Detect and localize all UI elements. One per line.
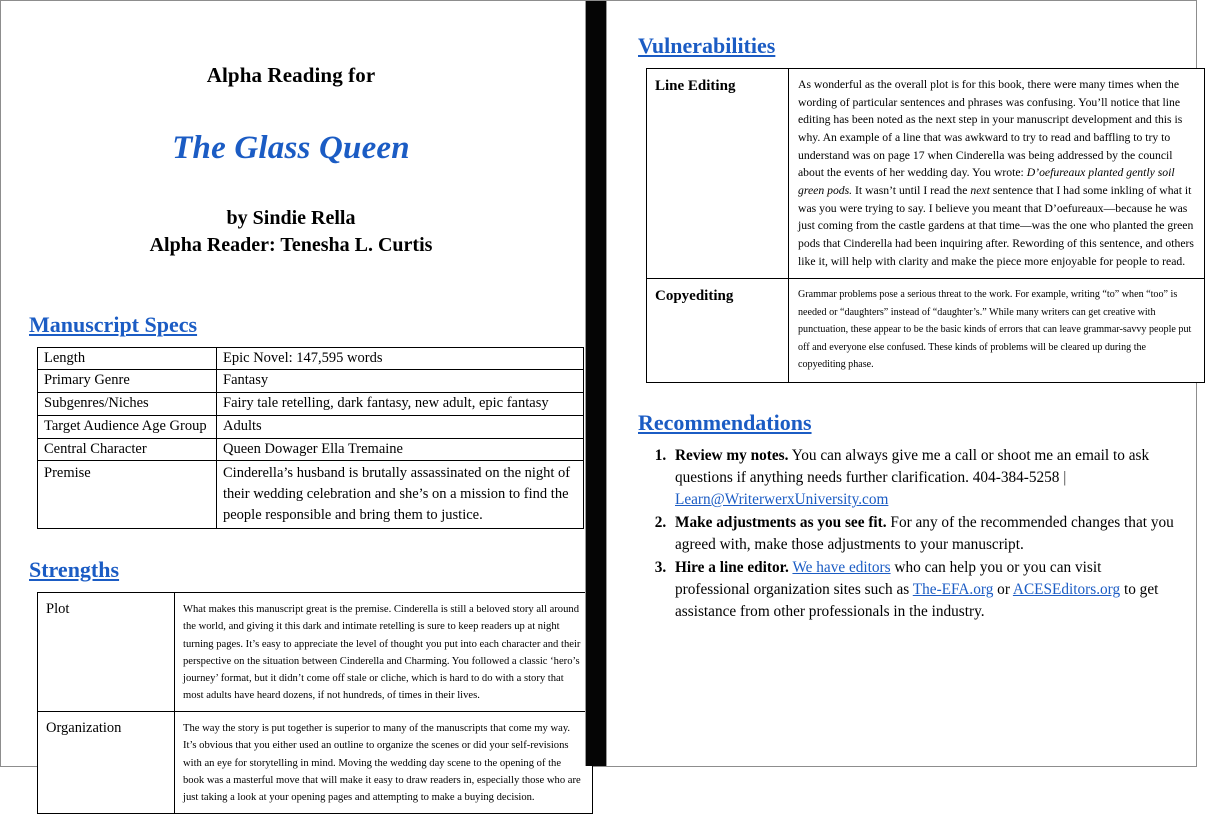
vulnerabilities-heading: Vulnerabilities [638, 33, 776, 58]
document-sheet-left [1, 1, 581, 803]
recommendation-lead: Review my notes. [675, 447, 789, 465]
vulnerability-value: Grammar problems pose a serious threat to the work. For example, writing “to” when “too” is needed or “daughters” instead of “daughter’s.” While many writers can get creative with punctuation, these appear to be the basic kinds of errors that can leave grammar-savvy people put off and everyone else confused. These kinds of problems will be cleared up during the copyediting phase. [789, 279, 1205, 383]
recommendations-heading-wrap [608, 383, 1196, 436]
page-gutter-divider [585, 1, 607, 766]
line-editing-text-part3: sentence that I had some inkling of what it was you were trying to say. I believe you meant that D’oefureaux—because he was just coming from the castle gardens at that time—was the one who planted the green pods that Cinderella had been inquiring after. Rewording of this sentence, and others like it, will help with clarity and make the piece more enjoyable for people to read. [798, 183, 1194, 268]
line-editing-text-part2: It wasn’t until I read the [852, 183, 971, 197]
recommendation-phone: 404-384-5258 [972, 469, 1060, 487]
table-row [38, 712, 593, 814]
line-editing-text-part1: As wonderful as the overall plot is for this book, there were many times when the wording of particular sentences and phrases was confusing. You’ll notice that line editing has been noted as the next step in your manuscript development and this is why. An example of a line that was awkward to try to read and baffling to try to understand was on page 17 when Cinderella was being addressed by the council about the events of her wedding day. You wrote: [798, 78, 1183, 180]
alpha-reading-for-heading: Alpha Reading for [206, 63, 376, 87]
line-editing-emphasis: next [970, 183, 990, 197]
spec-value: Epic Novel: 147,595 words [217, 347, 584, 370]
vulnerabilities-table [646, 68, 1205, 383]
vulnerability-value [789, 69, 1205, 279]
table-row [38, 593, 593, 712]
recommendation-lead: Make adjustments as you see fit. [675, 514, 887, 532]
aces-editors-link[interactable]: ACESEditors.org [1012, 581, 1121, 599]
strength-key: Plot [38, 593, 175, 712]
byline-block [1, 167, 581, 260]
list-item [670, 445, 1174, 511]
efa-org-link[interactable]: The-EFA.org [912, 581, 994, 599]
recommendation-text: You can always give me a call or shoot me an email to ask questions if anything needs further clarification. [675, 447, 1150, 487]
strengths-heading-wrap [1, 529, 581, 583]
table-row [38, 415, 584, 438]
spec-key: Primary Genre [38, 370, 217, 393]
recommendation-text: For any of the recommended changes that you agreed with, make those adjustments to your manuscript. [675, 514, 1174, 554]
table-row [647, 279, 1205, 383]
recommendation-lead: Hire a line editor. [675, 559, 789, 577]
recommendations-heading: Recommendations [638, 410, 812, 436]
spec-value: Fantasy [217, 370, 584, 393]
recommendation-text: or [993, 581, 1013, 599]
spec-key: Length [38, 347, 217, 370]
recommendation-text: to get assistance from other professionals in the industry. [675, 581, 1159, 621]
spec-key: Subgenres/Niches [38, 393, 217, 416]
spec-value: Adults [217, 415, 584, 438]
vulnerabilities-heading-wrap [608, 1, 1196, 59]
document-sheet-right [608, 1, 1196, 766]
table-row [38, 347, 584, 370]
spec-key: Premise [38, 461, 217, 529]
email-link[interactable]: Learn@WriterwerxUniversity.com [675, 491, 889, 509]
table-row [38, 393, 584, 416]
vulnerability-key: Line Editing [647, 69, 789, 279]
strength-value: The way the story is put together is superior to many of the manuscripts that come my way. It’s obvious that you either used an outline to organize the scenes or did your self-revisions with an eye for storytelling in mind. Moving the wedding day scene to the opening of the book was a masterful move that will make it easy to draw readers in, especially those who are just taking a look at your opening pages and attempting to make a buying decision. [175, 712, 593, 814]
strengths-table [37, 592, 593, 814]
vulnerability-key: Copyediting [647, 279, 789, 383]
byline-alpha-reader: Alpha Reader: Tenesha L. Curtis [149, 234, 433, 257]
spec-key: Central Character [38, 438, 217, 461]
spec-key: Target Audience Age Group [38, 415, 217, 438]
manuscript-specs-table [37, 347, 584, 529]
manuscript-specs-heading: Manuscript Specs [29, 311, 198, 337]
manuscript-specs-heading-wrap [1, 260, 581, 338]
table-row [38, 461, 584, 529]
strength-value: What makes this manuscript great is the premise. Cinderella is still a beloved story all around the world, and giving it this dark and intimate retelling is sure to keep readers up at night turning pages. It’s easy to appreciate the level of thought you put into each character and their perspective on the situation between Cinderella and Charming. You followed a classic ‘hero’s journey’ format, but it didn’t come off stale or cliche, which is hard to do with a story that most adults have heard dozens, if not hundreds, of times in their lives. [175, 593, 593, 712]
spec-value: Queen Dowager Ella Tremaine [217, 438, 584, 461]
recommendations-list [608, 445, 1196, 623]
line-editing-quote: D’oefureaux planted gently soil green pods. [798, 166, 1175, 197]
recommendation-separator: | [1063, 469, 1067, 487]
list-item [670, 557, 1174, 623]
recommendation-text: who can help you or you can visit professional organization sites such as [675, 559, 1102, 599]
spec-value: Fairy tale retelling, dark fantasy, new adult, epic fantasy [217, 393, 584, 416]
byline-author: by Sindie Rella [226, 207, 356, 229]
we-have-editors-link[interactable]: We have editors [792, 559, 891, 577]
strength-key: Organization [38, 712, 175, 814]
strengths-heading: Strengths [29, 557, 120, 583]
spec-value: Cinderella’s husband is brutally assassinated on the night of their wedding celebration and she’s on a mission to find the people responsible and bring them to justice. [217, 461, 584, 529]
book-title: The Glass Queen [172, 130, 410, 166]
table-row [647, 69, 1205, 279]
list-item [670, 512, 1174, 556]
table-row [38, 438, 584, 461]
table-row [38, 370, 584, 393]
